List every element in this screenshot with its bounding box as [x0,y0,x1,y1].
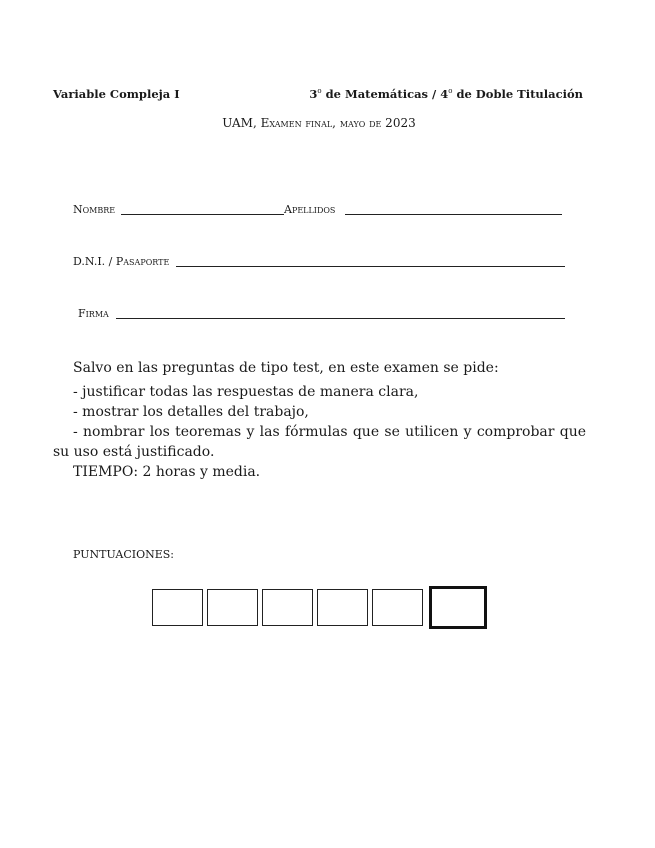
course-title: Variable Compleja I [53,87,180,101]
apellidos-line[interactable] [345,214,562,215]
degree-year-ordinal-2: o [448,87,453,96]
score-box-5 [372,589,423,626]
score-box-total [429,586,487,629]
nombre-line[interactable] [121,214,284,215]
score-box-2 [207,589,258,626]
scores-label: PUNTUACIONES: [73,548,174,561]
degree-name-1: de Matemáticas / 4 [321,87,449,101]
apellidos-label: Apellidos [284,203,336,216]
degree-info [309,87,583,101]
instruction-item: - justificar todas las respuestas de manera clara, [73,384,419,400]
degree-year-ordinal: o [317,87,322,96]
instruction-item: - nombrar los teoremas y las fórmulas que se utilicen y comprobar que su uso está justificado. [53,424,586,460]
score-box-3 [262,589,313,626]
nombre-label: Nombre [73,203,116,216]
dni-line[interactable] [176,266,565,267]
instructions-intro: Salvo en las preguntas de tipo test, en este examen se pide: [73,360,499,376]
instruction-item: - mostrar los detalles del trabajo, [73,404,309,420]
firma-line[interactable] [116,318,565,319]
degree-year-number: 3 [309,87,318,101]
instructions-block [53,358,586,482]
firma-label: Firma [78,307,109,320]
score-box-4 [317,589,368,626]
degree-name-2: de Doble Titulación [452,87,583,101]
score-box-1 [152,589,203,626]
dni-label: D.N.I. / Pasaporte [73,255,170,268]
time-limit: TIEMPO: 2 horas y media. [73,464,261,480]
exam-subtitle: UAM, Examen final, mayo de 2023 [222,116,416,130]
